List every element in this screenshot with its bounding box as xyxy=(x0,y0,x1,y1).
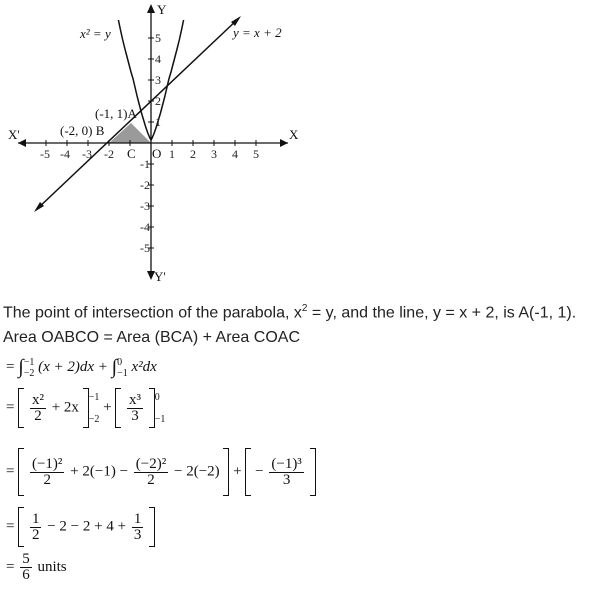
point-b-label: (-2, 0) B xyxy=(60,123,105,138)
x-tick-label: -4 xyxy=(60,147,70,161)
y-tick-label: 3 xyxy=(155,73,161,87)
fraction-numerator: 1 xyxy=(133,510,142,527)
fraction-numerator: (−1)² xyxy=(31,455,63,472)
intersection-text-a: The point of intersection of the parabola, x xyxy=(3,304,302,322)
fraction xyxy=(269,457,303,488)
intersection-text-b: = y, and the line, y = x + 2, is A(-1, 1). xyxy=(307,304,577,322)
fraction-denominator: 2 xyxy=(43,471,51,488)
final-fraction xyxy=(20,552,32,583)
fraction-numerator: 5 xyxy=(22,551,30,567)
x-tick-label: 1 xyxy=(169,147,175,161)
x-tick-label: 4 xyxy=(232,147,238,161)
fraction-denominator: 3 xyxy=(133,526,142,543)
y-axis-arrow-up xyxy=(147,4,155,13)
origin-label: O xyxy=(152,146,162,161)
step-5-lead: = xyxy=(6,558,15,575)
integral-2-limits xyxy=(117,357,128,379)
eval-limits xyxy=(89,392,100,425)
fraction-denominator: 2 xyxy=(31,526,40,543)
integral-1-body: (x + 2)dx + xyxy=(38,358,108,375)
bracket-open xyxy=(18,507,24,547)
intersection-exponent: 2 xyxy=(301,303,308,314)
units-label: units xyxy=(37,558,67,575)
integral-2-lower: −1 xyxy=(117,367,128,379)
fraction xyxy=(30,457,64,488)
eval-lower: −2 xyxy=(88,413,100,425)
x-tick-label: 3 xyxy=(211,147,217,161)
y-tick-label: 5 xyxy=(155,31,161,45)
fraction xyxy=(132,512,144,543)
axis-label-x-neg: X' xyxy=(8,127,20,142)
axis-label-y-neg: Y' xyxy=(154,269,166,284)
bracket-open xyxy=(115,388,121,428)
integral-sign-2: ∫ xyxy=(111,356,118,378)
intersection-sentence xyxy=(3,303,576,322)
fraction-denominator: 3 xyxy=(131,407,139,424)
step-5 xyxy=(6,552,67,583)
step-2 xyxy=(6,388,165,428)
y-tick-label: -5 xyxy=(140,241,150,255)
step-3 xyxy=(6,448,316,496)
eval-upper: 0 xyxy=(154,391,160,403)
line-y-x-plus-2 xyxy=(36,18,239,210)
x-tick-label: -5 xyxy=(40,147,50,161)
bracket-open xyxy=(245,448,251,496)
bracket-close xyxy=(223,448,229,496)
fraction xyxy=(30,393,46,424)
step-3-c-pre: − xyxy=(255,463,264,480)
fraction-numerator: x² xyxy=(31,391,44,408)
eval-limits xyxy=(155,392,166,425)
bracket-open xyxy=(18,448,24,496)
parabola-label: x² = y xyxy=(80,26,111,41)
step-4-mid: − 2 − 2 + 4 + xyxy=(47,518,127,535)
eval-upper: −1 xyxy=(88,391,100,403)
step-4 xyxy=(6,507,155,547)
fraction-denominator: 6 xyxy=(22,567,30,583)
fraction-denominator: 2 xyxy=(34,407,42,424)
integral-1-upper: −1 xyxy=(23,356,35,368)
x-tick-label: -3 xyxy=(82,147,92,161)
fraction-numerator: (−2)² xyxy=(135,455,167,472)
point-c-label: C xyxy=(127,146,136,161)
x-tick-label: 2 xyxy=(190,147,196,161)
x-axis-arrow-right xyxy=(280,139,288,147)
fraction-numerator: (−1)³ xyxy=(271,455,302,472)
fraction-denominator: 2 xyxy=(147,471,155,488)
fraction-numerator: 1 xyxy=(31,510,40,527)
step-3-mid: + 2(−1) − xyxy=(70,463,129,480)
axis-label-y: Y xyxy=(157,2,167,17)
step-2-lead: = xyxy=(6,399,15,416)
fraction-denominator: 3 xyxy=(282,471,291,488)
integral-2-body: x²dx xyxy=(131,358,157,375)
bracket-close xyxy=(310,448,316,496)
bracket-close xyxy=(149,507,155,547)
eval-lower: −1 xyxy=(154,413,166,425)
area-statement: Area OABCO = Area (BCA) + Area COAC xyxy=(3,329,300,346)
y-tick-label: -1 xyxy=(140,157,150,171)
step-3-lead: = xyxy=(6,463,15,480)
point-a-label: (-1, 1)A xyxy=(95,106,137,121)
bracket-open xyxy=(18,388,24,428)
y-tick-label: 1 xyxy=(155,115,161,129)
integral-sign-1: ∫ xyxy=(18,356,24,378)
axis-label-x: X xyxy=(289,127,299,142)
fraction xyxy=(30,512,42,543)
x-tick-label: 5 xyxy=(253,147,259,161)
x-tick-label: -2 xyxy=(104,147,114,161)
step-3-plus: + xyxy=(233,463,242,480)
integral-1-lower: −2 xyxy=(23,367,35,379)
y-tick-label: -2 xyxy=(140,178,150,192)
step-1-lead: = xyxy=(6,358,15,375)
step-3-tail: − 2(−2) xyxy=(174,463,220,480)
y-tick-label: -3 xyxy=(140,199,150,213)
fraction-numerator: x³ xyxy=(129,391,142,408)
step-2-tail: + 2x xyxy=(51,399,79,416)
y-tick-label: 2 xyxy=(155,94,161,108)
line-label: y = x + 2 xyxy=(233,25,282,40)
fraction xyxy=(127,393,143,424)
step-2-plus: + xyxy=(103,399,112,416)
integral-2-upper: 0 xyxy=(117,356,123,368)
step-1 xyxy=(6,356,157,379)
y-tick-label: 4 xyxy=(155,52,161,66)
step-4-lead: = xyxy=(6,518,15,535)
y-tick-label: -4 xyxy=(140,220,150,234)
integral-1-limits xyxy=(24,357,35,379)
fraction xyxy=(134,457,168,488)
area-graph xyxy=(0,0,300,285)
